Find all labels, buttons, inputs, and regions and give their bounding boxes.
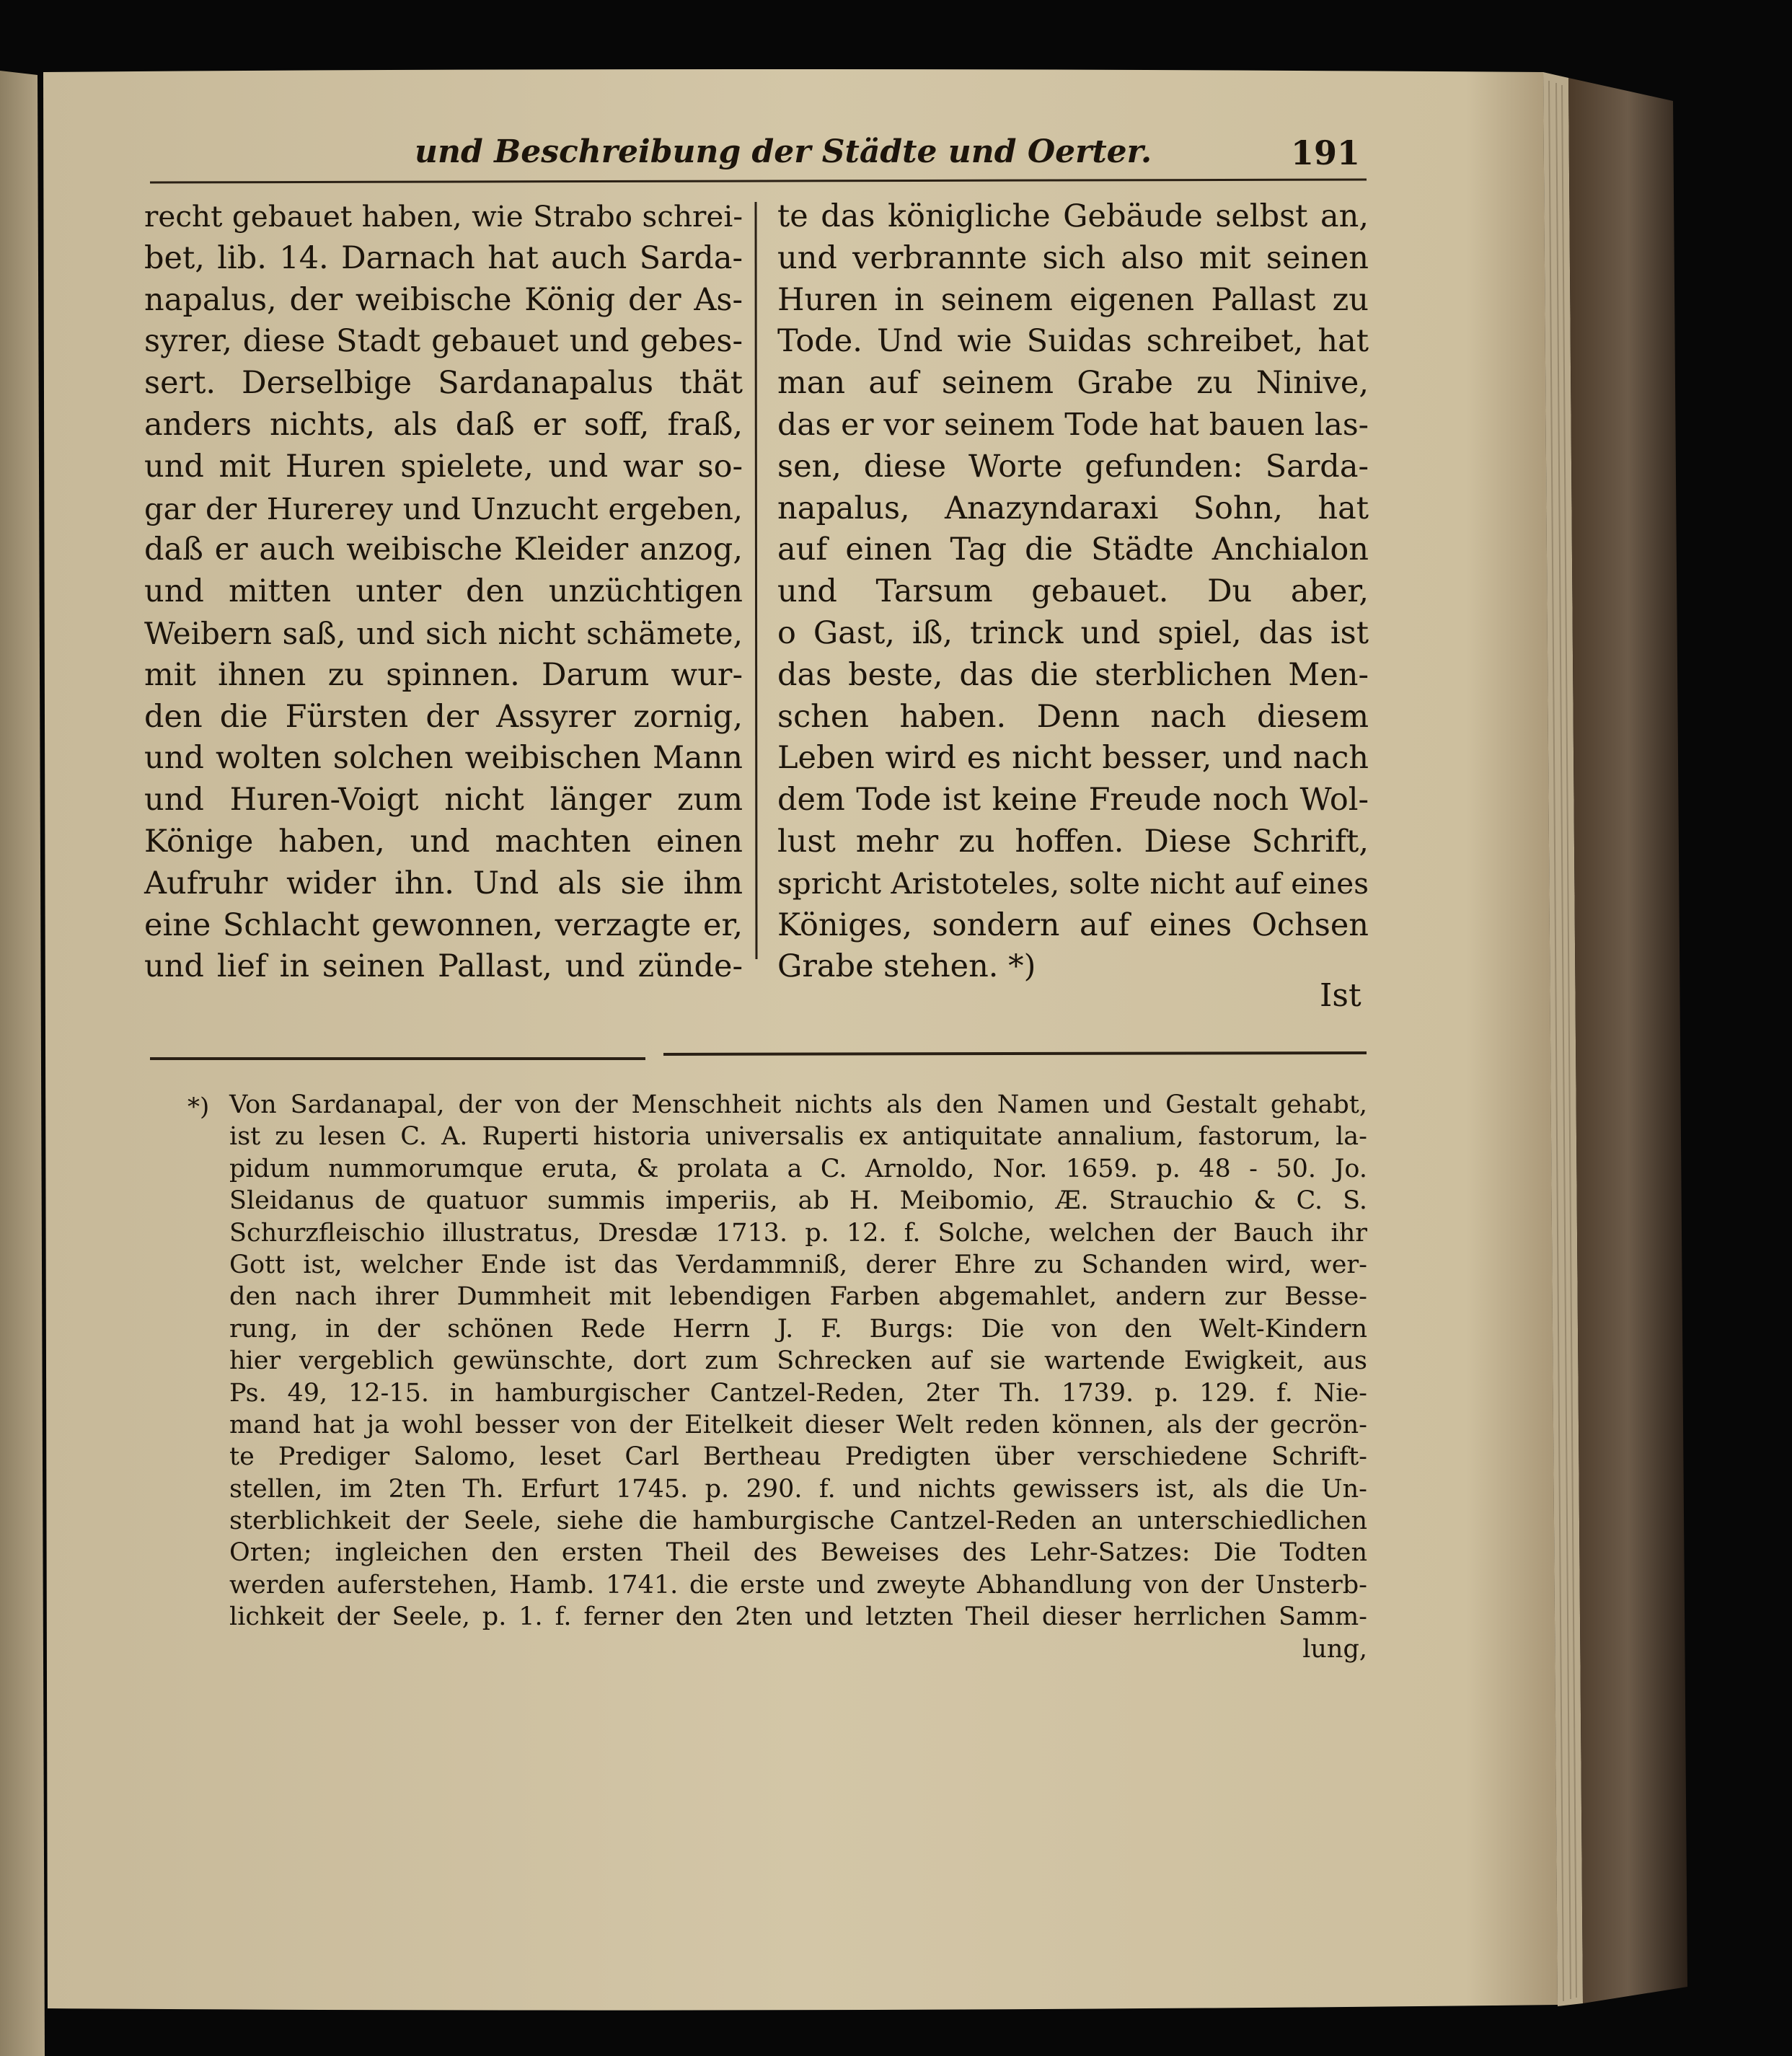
text-line: und Huren-Voigt nicht länger zum — [144, 782, 743, 819]
text-line: syrer, diese Stadt gebauet und gebes- — [144, 323, 743, 360]
text-line: das beste, das die sterblichen Men- — [777, 656, 1369, 693]
footnote-line: Gott ist, welcher Ende ist das Verdammniß, derer Ehre zu Schanden wird, wer- — [229, 1250, 1367, 1279]
text-line: Leben wird es nicht besser, und nach — [777, 740, 1369, 777]
right-text-column — [777, 196, 1369, 988]
footnote-line: Ps. 49, 12-15. in hamburgischer Cantzel-Reden, 2ter Th. 1739. p. 129. f. Nie- — [229, 1378, 1367, 1408]
text-line: Königes, sondern auf eines Ochsen — [777, 906, 1369, 943]
text-line: dem Tode ist keine Freude noch Wol- — [777, 782, 1369, 819]
text-line: Grabe stehen. *) — [777, 948, 1036, 985]
text-line: das er vor seinem Tode hat bauen las- — [777, 407, 1369, 443]
text-line: eine Schlacht gewonnen, verzagte er, — [144, 906, 743, 943]
footnote-line: Schurzfleischio illustratus, Dresdæ 1713. p. 12. f. Solche, welchen der Bauch ihr — [229, 1218, 1367, 1248]
text-line: Tode. Und wie Suidas schreibet, hat — [777, 323, 1369, 360]
text-line: mit ihnen zu spinnen. Darum wur- — [144, 656, 743, 693]
footnote-marker: *) — [187, 1093, 210, 1121]
text-line: und verbrannte sich also mit seinen — [777, 239, 1369, 276]
text-line: spricht Aristoteles, solte nicht auf eines — [777, 865, 1369, 901]
footnote-line: Orten; ingleichen den ersten Theil des Beweises des Lehr-Satzes: Die Todten — [229, 1538, 1367, 1568]
left-text-column — [144, 196, 743, 988]
footnote-line: den nach ihrer Dummheit mit lebendigen Farben abgemahlet, andern zur Besse- — [229, 1282, 1367, 1312]
catchword: Ist — [1320, 977, 1361, 1014]
text-line: und Tarsum gebauet. Du aber, — [777, 573, 1369, 610]
text-line: anders nichts, als daß er soff, fraß, — [144, 406, 743, 443]
text-line: recht gebauet haben, wie Strabo schrei- — [144, 199, 743, 234]
text-line: daß er auch weibische Kleider anzog, — [144, 531, 743, 568]
text-line: und mit Huren spielete, und war so- — [144, 448, 743, 485]
text-line: o Gast, iß, trinck und spiel, das ist — [777, 614, 1369, 651]
text-line: Könige haben, und machten einen — [144, 823, 743, 860]
footnote-line: hier vergeblich gewünschte, dort zum Schrecken auf sie wartende Ewigkeit, aus — [229, 1346, 1367, 1376]
page-number: 191 — [1291, 133, 1361, 172]
text-line: napalus, der weibische König der As- — [144, 281, 743, 318]
footnote-line: sterblichkeit der Seele, siehe die hamburgische Cantzel-Reden an unterschiedlichen — [229, 1506, 1367, 1536]
text-line: sen, diese Worte gefunden: Sarda- — [777, 448, 1369, 485]
text-line: Aufruhr wider ihn. Und als sie ihm — [144, 865, 743, 901]
footnote-line: werden auferstehen, Hamb. 1741. die erste und zweyte Abhandlung von der Unsterb- — [229, 1570, 1367, 1600]
footnote-last-word: lung, — [1302, 1634, 1367, 1664]
footnote — [229, 1089, 1367, 1665]
footnote-line: rung, in der schönen Rede Herrn J. F. Burgs: Die von den Welt-Kindern — [229, 1314, 1367, 1344]
text-line: den die Fürsten der Assyrer zornig, — [144, 698, 743, 735]
text-line: und mitten unter den unzüchtigen — [144, 573, 743, 610]
text-line: auf einen Tag die Städte Anchialon — [777, 531, 1369, 568]
text-line: te das königliche Gebäude selbst an, — [777, 198, 1369, 234]
footnote-line: te Prediger Salomo, leset Carl Bertheau Predigten über verschiedene Schrift- — [229, 1442, 1367, 1472]
text-line: schen haben. Denn nach diesem — [777, 698, 1369, 735]
text-line: gar der Hurerey und Unzucht ergeben, — [144, 490, 743, 526]
text-line: und wolten solchen weibischen Mann — [144, 740, 743, 777]
text-line: bet, lib. 14. Darnach hat auch Sarda- — [144, 239, 743, 276]
text-line: lust mehr zu hoffen. Diese Schrift, — [777, 823, 1369, 860]
footnote-line: lichkeit der Seele, p. 1. f. ferner den 2ten und letzten Theil dieser herrlichen Samm- — [229, 1602, 1367, 1632]
running-header: und Beschreibung der Städte und Oerter. — [415, 133, 1152, 170]
footnote-line: mand hat ja wohl besser von der Eitelkeit dieser Welt reden können, als der gecrön- — [229, 1410, 1367, 1439]
text-line: Weibern saß, und sich nicht schämete, — [144, 615, 743, 651]
text-line: man auf seinem Grabe zu Ninive, — [777, 365, 1369, 402]
footnote-line: pidum nummorumque eruta, & prolata a C. Arnoldo, Nor. 1659. p. 48 - 50. Jo. — [229, 1154, 1367, 1183]
footnote-line: Sleidanus de quatuor summis imperiis, ab H. Meibomio, Æ. Strauchio & C. S. — [229, 1186, 1367, 1216]
footnote-line: Von Sardanapal, der von der Menschheit nichts als den Namen und Gestalt gehabt, — [229, 1090, 1367, 1119]
footnote-line: stellen, im 2ten Th. Erfurt 1745. p. 290. f. und nichts gewissers ist, als die Un- — [229, 1474, 1367, 1504]
text-line: und lief in seinen Pallast, und zünde- — [144, 948, 743, 985]
text-line: Huren in seinem eigenen Pallast zu — [777, 281, 1369, 318]
text-line: napalus, Anazyndaraxi Sohn, hat — [777, 490, 1369, 526]
text-line: sert. Derselbige Sardanapalus thät — [144, 365, 743, 402]
footnote-line: ist zu lesen C. A. Ruperti historia universalis ex antiquitate annalium, fastorum, la- — [229, 1122, 1367, 1152]
